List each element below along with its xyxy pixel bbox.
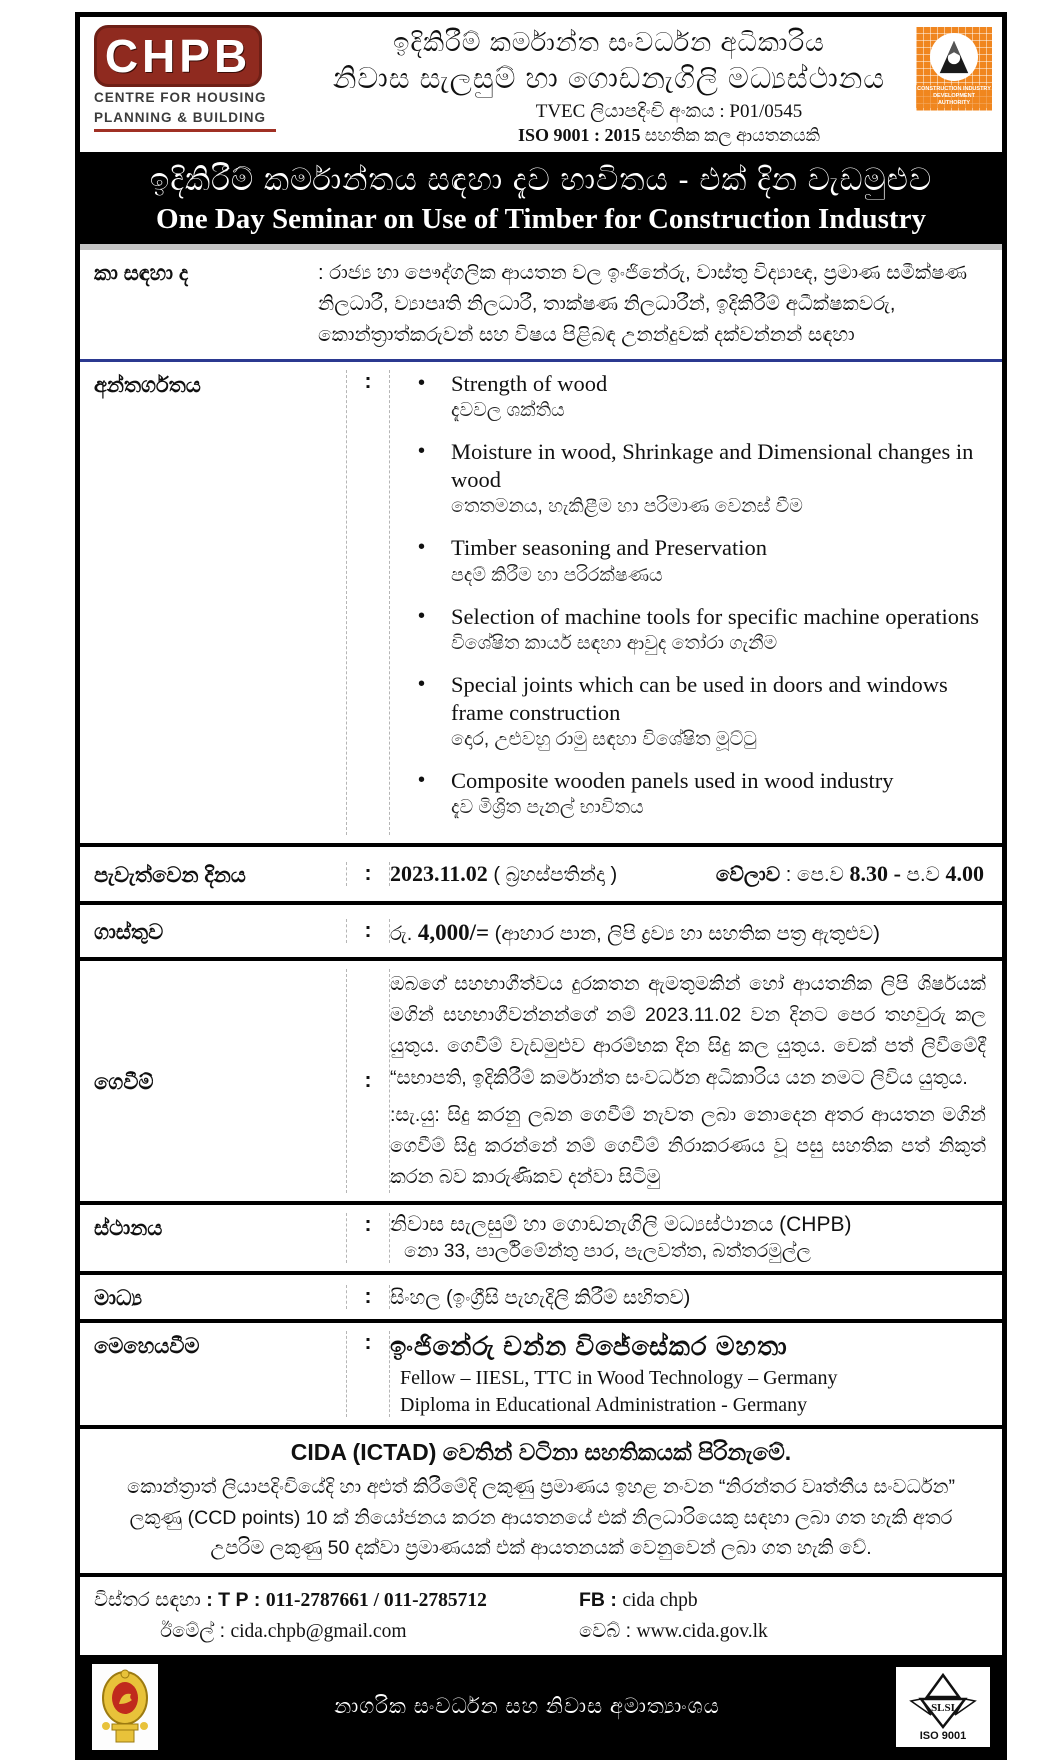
chpb-logo-box	[94, 25, 262, 87]
fb-colon: :	[610, 1588, 617, 1611]
row-date	[80, 843, 1002, 901]
conductor-label: මෙහෙයවීම	[94, 1335, 200, 1359]
org-name-line2: නිවාස සැලසුම් හා ගොඩනැගිලි මධ්‍යස්ථානය	[332, 63, 886, 95]
fee-label: ගාස්තුව	[94, 921, 164, 944]
iso-certification	[302, 125, 916, 146]
fb-label: FB	[579, 1588, 605, 1611]
row-fee	[80, 901, 1002, 957]
date-label: පැවැත්වෙන දිනය	[94, 864, 246, 887]
date-content	[390, 861, 992, 887]
contact-section	[80, 1573, 1002, 1655]
cida-logo-caption: CONSTRUCTION INDUSTRY DEVELOPMENT AUTHORITY	[916, 85, 992, 108]
iso-text: සහතික කල ආයතනයකි	[644, 125, 820, 145]
title-banner	[80, 152, 1002, 244]
cida-certificate-section	[80, 1425, 1002, 1573]
facebook-line	[579, 1585, 992, 1616]
conductor-content	[390, 1331, 992, 1417]
time-am-label: පෙ.ව	[796, 864, 844, 886]
bullet-icon: •	[418, 768, 426, 791]
bullet-icon: •	[418, 372, 426, 394]
conductor-qualification-2: Diploma in Educational Administration - Germany	[400, 1394, 808, 1417]
bullet-si: දැව මිශ්‍රිත පැනල් භාවිතය	[451, 797, 644, 818]
payment-colon: :	[346, 969, 390, 1193]
iso-number: ISO 9001 : 2015	[518, 125, 641, 145]
cida-heading: CIDA (ICTAD) වෙතින් වටිනා සහතිකයක් පිරිනැමේ.	[290, 1439, 792, 1466]
contact-left	[94, 1585, 543, 1647]
payment-content	[390, 969, 992, 1193]
contents-bullet-list	[390, 370, 992, 835]
bullet-en: Special joints which can be used in doors and windows frame construction	[451, 671, 948, 725]
list-item	[418, 671, 992, 751]
bullet-icon: •	[418, 440, 426, 463]
bullet-en: Composite wooden panels used in wood industry	[451, 767, 894, 793]
conductor-name: ඉංජිනේරු චන්න විජේසේකර මහතා	[390, 1331, 788, 1362]
contents-colon: :	[346, 370, 390, 835]
medium-label: මාධ්‍ය	[94, 1287, 143, 1311]
bullet-si: තෙතමනය, හැකිළීම හා පරිමාණ වෙනස් වීම	[451, 496, 803, 518]
start-time: 8.30	[849, 861, 888, 886]
website-line	[579, 1616, 992, 1647]
time-label: වේලාව	[715, 864, 781, 886]
audience-text: : රාජ්‍ය හා පෞද්ගලික ආයතන වල ඉංජිනේරු, වාස්තු විද්‍යාඥ, ප්‍රමාණ සමීක්ෂණ නිලධාරී, ව්‍යාපෘති නිලධාරී, තාක්ෂණ නිලධාරීන්, ඉදිකිරීම් අධීක්ෂකවරු, කොන්ත්‍රාත්කරුවන් සහ විෂය පිළිබඳ උනන්දුවක් දක්වන්නන් සඳහා	[318, 262, 968, 346]
venue-address: නො 33, පාර්ලිමේන්තු පාර, පැලවත්ත, බත්තරමුල්ල	[404, 1241, 811, 1263]
chpb-acronym: CHPB	[104, 30, 252, 82]
time-dash: -	[893, 861, 901, 886]
list-item	[418, 603, 992, 655]
row-medium	[80, 1271, 1002, 1319]
org-name-line1: ඉදිකිරීම් කර්මාන්ත සංවර්ධන අධිකාරිය	[393, 27, 825, 57]
audience-label: කා සඳහා ද	[94, 262, 189, 285]
svg-text:ISO 9001: ISO 9001	[919, 1730, 967, 1743]
date-colon: :	[346, 862, 390, 886]
bullet-en: Strength of wood	[451, 371, 608, 396]
time-part	[716, 861, 984, 887]
row-contents	[80, 362, 1002, 843]
fee-colon: :	[346, 919, 390, 943]
email-label: ඊමේල්	[160, 1620, 215, 1643]
cida-logo-emblem-icon	[930, 33, 978, 81]
tp-colon: :	[253, 1588, 261, 1611]
bullet-en: Selection of machine tools for specific machine operations	[451, 603, 979, 629]
seminar-title-english: One Day Seminar on Use of Timber for Construction Industry	[156, 203, 926, 235]
chpb-red-rule	[94, 129, 276, 132]
slsi-iso-logo	[896, 1667, 990, 1747]
venue-colon: :	[346, 1213, 390, 1263]
bullet-en: Moisture in wood, Shrinkage and Dimensional changes in wood	[451, 439, 974, 493]
seminar-flyer	[75, 12, 1007, 1760]
info-label: විස්තර සඳහා	[94, 1588, 201, 1611]
chpb-logo	[94, 25, 302, 146]
website-url: www.cida.gov.lk	[636, 1621, 768, 1643]
payment-instructions: ඔබගේ සහභාගීත්වය දුරකතන ඇමතුමකින් හෝ ආයතනික ලිපි ශිර්ෂයක් මගින් සහභාගීවන්නන්ගේ නම් 2023.11.02 වන දිනට පෙර තහවුරු කල යුතුය. ගෙවීම් වැඩමුළුව ආරම්භක දින සිදු කල යුතුය. චෙක් පත් ලිවීමේදී “සභාපති, ඉදිකිරීම් කර්මාන්ත සංවර්ධන අධිකාරිය යන නමට ලිවිය යුතුය.	[390, 973, 986, 1089]
conductor-colon: :	[346, 1331, 390, 1417]
ministry-name: නාගරික සංවර්ධන සහ නිවාස අමාත්‍යාංශය	[334, 1695, 720, 1719]
list-item	[418, 767, 992, 819]
email-address: cida.chpb@gmail.com	[230, 1621, 407, 1643]
web-colon: :	[625, 1620, 632, 1643]
bullet-si: දොර, උළුවහු රාමු සඳහා විශේෂිත මූට්ටු	[451, 728, 757, 750]
email-line	[160, 1616, 543, 1647]
fb-page-name: cida chpb	[622, 1589, 698, 1611]
bullet-si: පදම් කිරීම හා පරිරක්ෂණය	[451, 564, 663, 586]
phone-numbers: 011-2787661 / 011-2785712	[265, 1589, 487, 1611]
payment-label: ගෙවීම්	[94, 1071, 154, 1095]
cida-authority-logo	[916, 27, 992, 111]
tp-label: T P	[218, 1588, 249, 1611]
payment-note: :සැ.යු: සිදු කරනු ලබන ගෙවීම් නැවත ලබා නොදෙන අතර ආයතන මගින් ගෙවීම් සිදු කරන්නේ නම් ගෙවීම් නිරාකරණය වූ පසු සහතික පත් නිකුත් කරන බව කාරුණිකව දන්වා සිටිමු	[390, 1103, 986, 1189]
list-item	[418, 370, 992, 422]
time-colon: :	[785, 864, 792, 886]
bullet-si: විශේෂිත කාර්ය සඳහා ආවුද තෝරා ගැනීම	[451, 632, 778, 654]
seminar-day: ( බ්‍රහස්පතින්දා )	[493, 864, 618, 886]
phone-line	[94, 1585, 543, 1616]
sri-lanka-emblem-icon	[92, 1664, 158, 1750]
medium-colon: :	[346, 1285, 390, 1309]
time-pm-label: ප.ව	[906, 864, 940, 886]
fee-amount: 4,000/=	[417, 920, 490, 945]
end-time: 4.00	[945, 861, 984, 886]
info-colon: :	[206, 1588, 213, 1611]
list-item	[418, 534, 992, 586]
row-payment	[80, 957, 1002, 1201]
seminar-date: 2023.11.02	[390, 861, 488, 886]
email-colon: :	[219, 1620, 226, 1643]
list-item	[418, 438, 992, 518]
row-audience	[80, 250, 1002, 362]
venue-label: ස්ථානය	[94, 1217, 163, 1241]
bullet-en: Timber seasoning and Preservation	[451, 535, 768, 561]
header	[80, 17, 1002, 152]
tvec-registration: TVEC ලියාපදිංචි අංකය : P01/0545	[535, 101, 803, 122]
chpb-name-line1: CENTRE FOR HOUSING	[94, 90, 267, 105]
web-label: වෙබ්	[579, 1620, 621, 1643]
seminar-title-sinhala: ඉදිකිරීම් කර්මාන්තය සඳහා දැව භාවිතය - එක් දින වැඩමුළුව	[149, 162, 933, 197]
bullet-icon: •	[418, 604, 426, 627]
row-venue	[80, 1201, 1002, 1271]
bullet-si: දැවවල ශක්තිය	[451, 400, 565, 422]
cida-body: කොන්ත්‍රාත් ලියාපදිංචියේදි හා අළුත් කිරීමේදි ලකුණු ප්‍රමාණය ඉහළ නංවන “නිරන්තර වෘත්තීය සංවර්ධන” ලකුණු (CCD points) 10 ක් නියෝජනය කරන ආයතනයේ එක් නිලධාරියෙකු සඳහා ලබා ගත හැකි අතර උපරිම ලකුණු 50 දක්වා ප්‍රමාණයක් එක් ආයතනයක් වෙනුවෙන් ලබා ගත හැකි වේ.	[127, 1476, 955, 1559]
fee-currency: රු.	[390, 923, 413, 945]
medium-value: සිංහල (ඉංග්‍රීසි පැහැදිලි කිරීම් සහිතව)	[390, 1286, 691, 1309]
contact-right	[543, 1585, 992, 1647]
contents-label: අන්තර්ගතය	[94, 374, 201, 397]
conductor-qualification-1: Fellow – IIESL, TTC in Wood Technology – Germany	[400, 1367, 838, 1390]
fee-content	[390, 916, 992, 946]
footer	[80, 1655, 1002, 1755]
chpb-name-line2: PLANNING & BUILDING	[94, 109, 266, 125]
bullet-icon: •	[418, 672, 426, 695]
row-conductor	[80, 1319, 1002, 1425]
venue-content	[390, 1213, 992, 1263]
header-org-text	[302, 25, 916, 146]
fee-includes: (ආහාර පාන, ලිපි ද්‍රව්‍ය හා සහතික පත්‍ර ඇතුළුව)	[494, 923, 880, 945]
venue-name: නිවාස සැලසුම් හා ගොඩනැගිලි මධ්‍යස්ථානය (CHPB)	[390, 1213, 852, 1237]
bullet-icon: •	[418, 536, 426, 559]
svg-text:SLSI: SLSI	[931, 1702, 955, 1715]
